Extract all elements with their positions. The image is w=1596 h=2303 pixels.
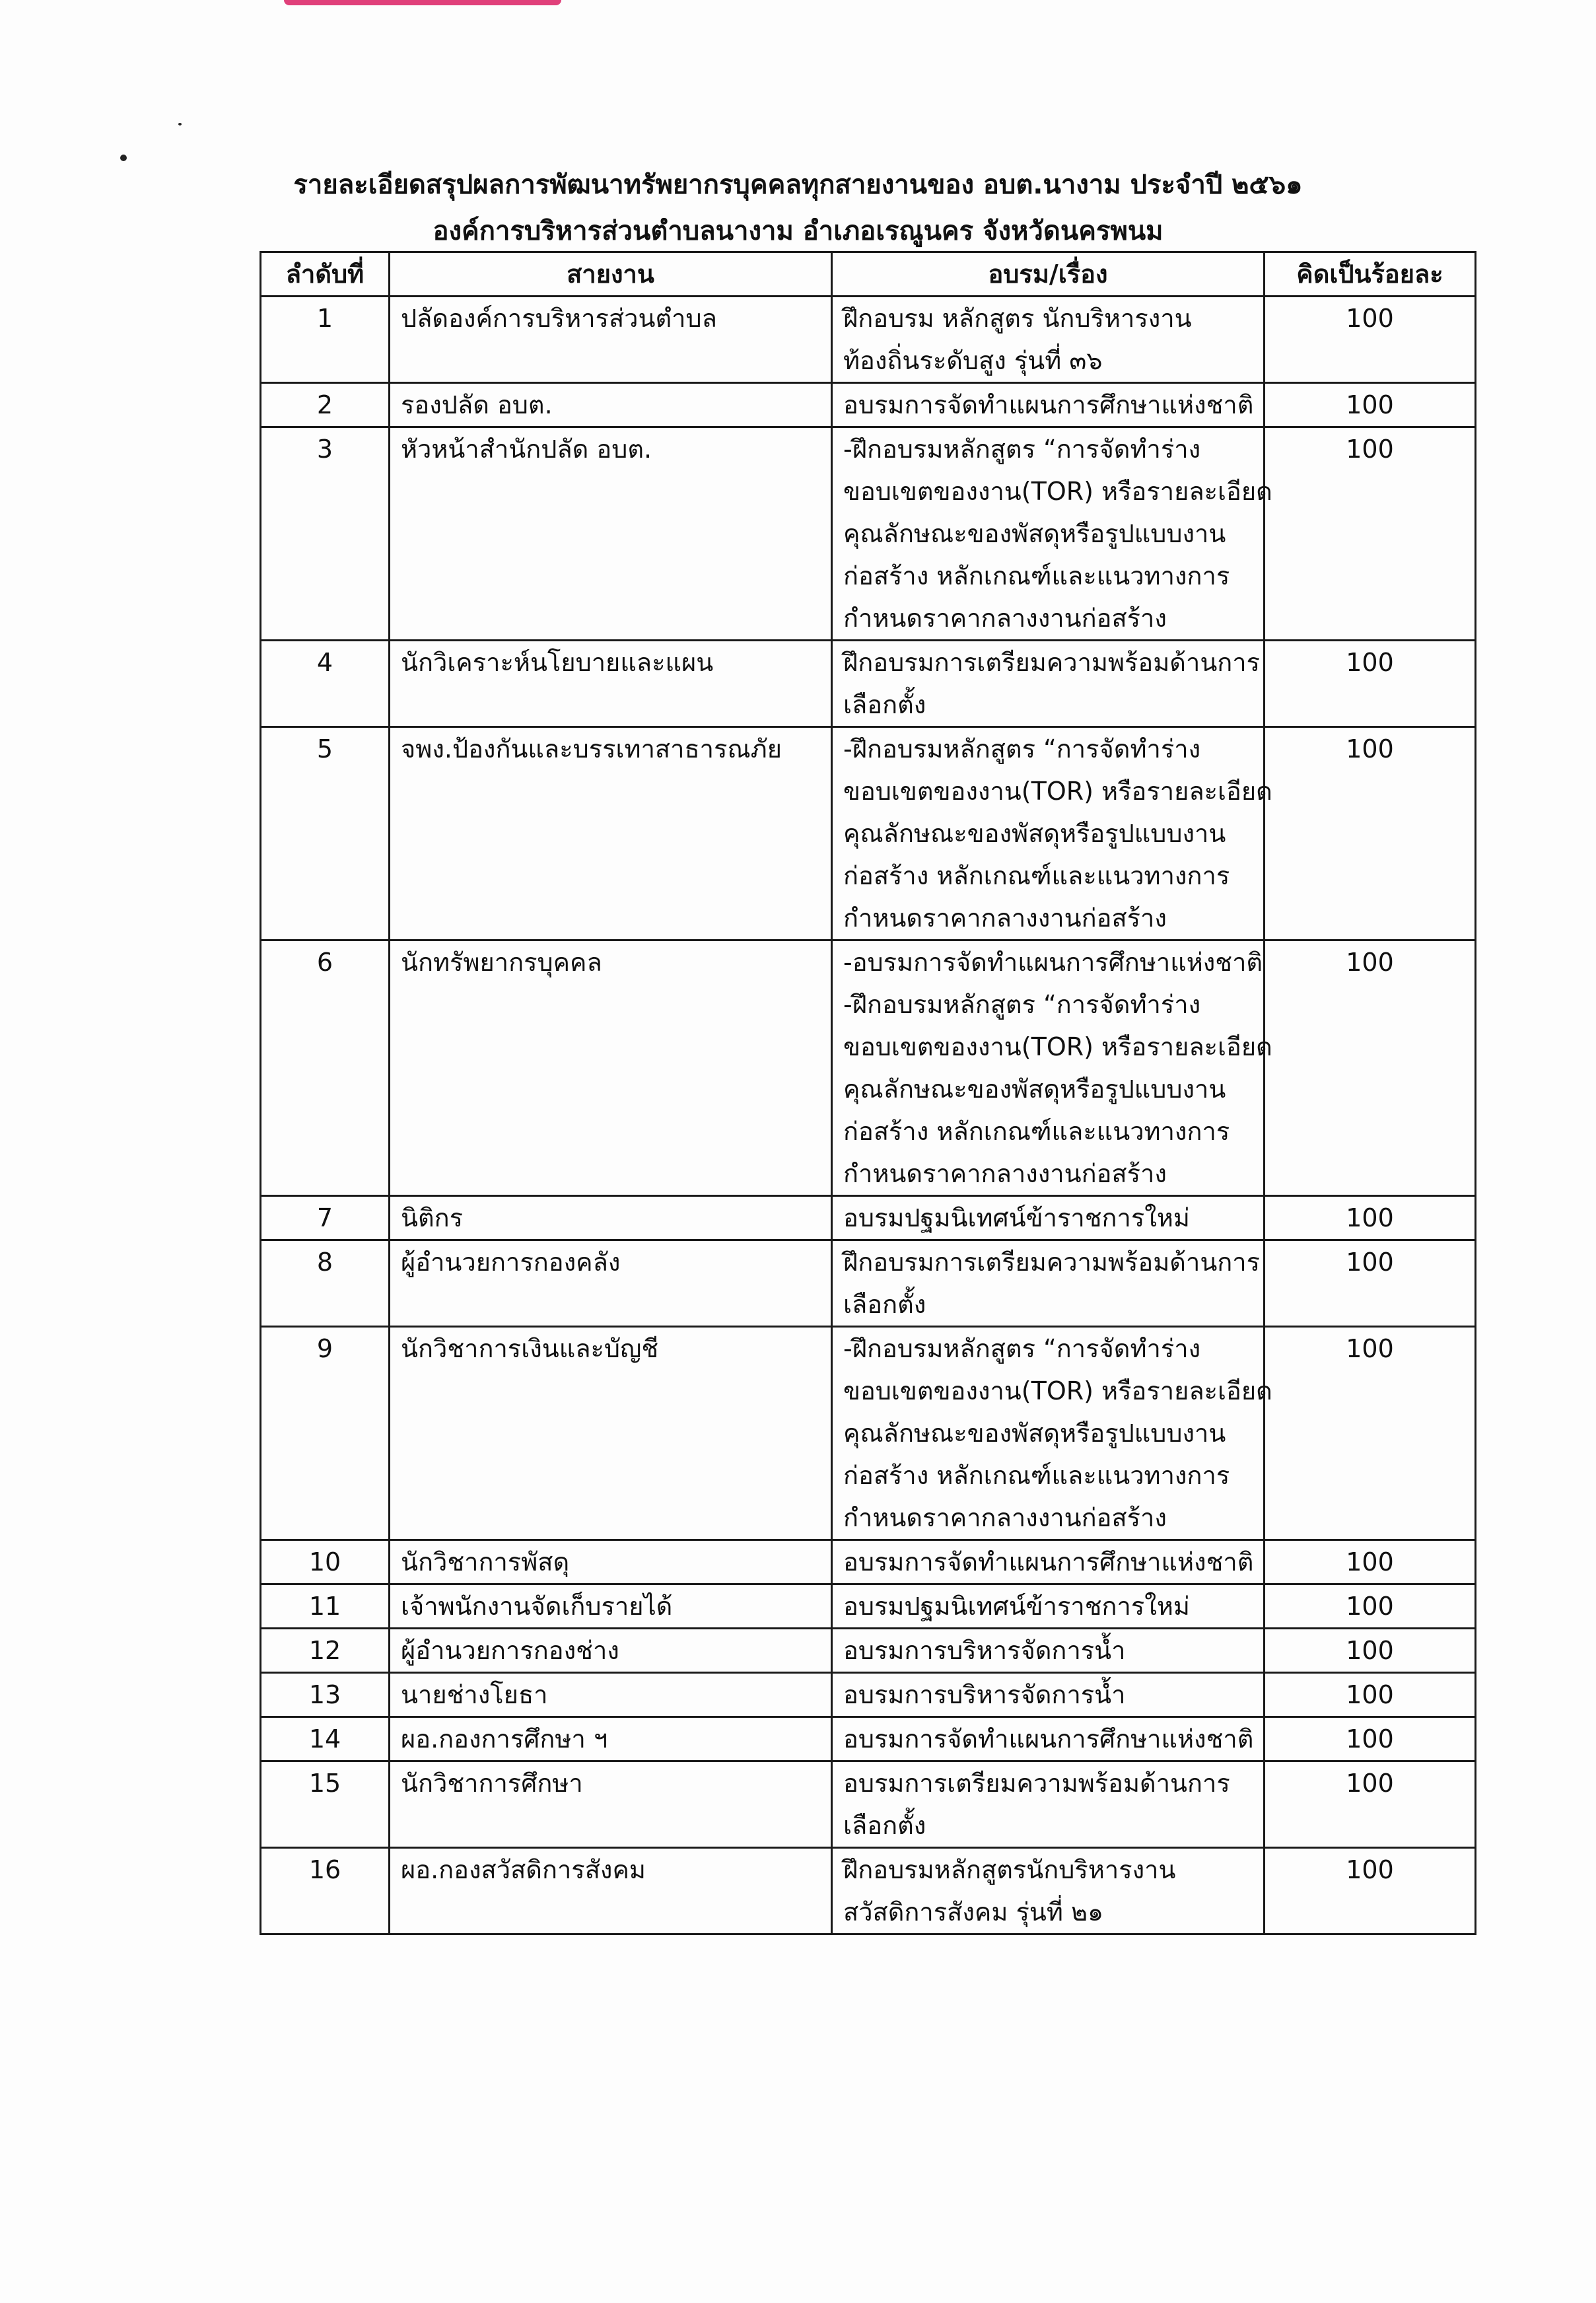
row-percent: 100 — [1265, 427, 1476, 641]
row-number: 9 — [261, 1327, 390, 1540]
topic-line: ก่อสร้าง หลักเกณฑ์และแนวทางการ — [843, 1117, 1230, 1146]
scan-speck — [178, 123, 182, 125]
row-percent: 100 — [1265, 1327, 1476, 1540]
topic-line: ก่อสร้าง หลักเกณฑ์และแนวทางการ — [843, 1461, 1230, 1490]
topic-line: เลือกตั้ง — [843, 1811, 926, 1840]
topic-line: สวัสดิการสังคม รุ่นที่ ๒๑ — [843, 1897, 1104, 1927]
topic-line: -ฝึกอบรมหลักสูตร “การจัดทำร่าง — [843, 1334, 1201, 1363]
topic-line: -ฝึกอบรมหลักสูตร “การจัดทำร่าง — [843, 990, 1201, 1019]
topic-line: ท้องถิ่นระดับสูง รุ่นที่ ๓๖ — [843, 346, 1103, 375]
header-topic: อบรม/เรื่อง — [832, 252, 1265, 297]
topic-line: ฝึกอบรมหลักสูตรนักบริหารงาน — [843, 1855, 1176, 1884]
row-topic — [832, 1848, 1265, 1934]
row-percent: 100 — [1265, 641, 1476, 727]
row-unit: นักทรัพยากรบุคคล — [390, 940, 832, 1196]
scan-speck — [120, 155, 127, 161]
row-unit: รองปลัด อบต. — [390, 383, 832, 427]
row-topic — [832, 383, 1265, 427]
row-topic — [832, 1540, 1265, 1584]
row-unit: ผอ.กองการศึกษา ฯ — [390, 1717, 832, 1761]
table-row — [261, 641, 1476, 727]
topic-line: เลือกตั้ง — [843, 690, 926, 719]
topic-line: ฝึกอบรม หลักสูตร นักบริหารงาน — [843, 304, 1192, 333]
row-unit: นักวิชาการศึกษา — [390, 1761, 832, 1848]
row-unit: เจ้าพนักงานจัดเก็บรายได้ — [390, 1584, 832, 1629]
pink-stamp-edge — [284, 0, 561, 5]
row-topic — [832, 727, 1272, 940]
header-percent: คิดเป็นร้อยละ — [1265, 252, 1476, 297]
row-unit: จพง.ป้องกันและบรรเทาสาธารณภัย — [390, 727, 832, 940]
topic-line: กำหนดราคากลางงานก่อสร้าง — [843, 604, 1167, 633]
row-number: 16 — [261, 1848, 390, 1934]
row-number: 11 — [261, 1584, 390, 1629]
table-row — [261, 1629, 1476, 1673]
topic-line: คุณลักษณะของพัสดุหรือรูปแบบงาน — [843, 1419, 1226, 1448]
row-unit: นักวิชาการเงินและบัญชี — [390, 1327, 832, 1540]
row-unit: หัวหน้าสำนักปลัด อบต. — [390, 427, 832, 641]
row-topic — [832, 1629, 1265, 1673]
topic-line: อบรมการจัดทำแผนการศึกษาแห่งชาติ — [843, 1547, 1254, 1577]
row-unit: นิติกร — [390, 1196, 832, 1240]
row-topic — [832, 1240, 1265, 1327]
topic-line: อบรมการจัดทำแผนการศึกษาแห่งชาติ — [843, 390, 1254, 419]
topic-line: ก่อสร้าง หลักเกณฑ์และแนวทางการ — [843, 861, 1230, 890]
row-number: 15 — [261, 1761, 390, 1848]
row-percent: 100 — [1265, 1196, 1476, 1240]
topic-line: -ฝึกอบรมหลักสูตร “การจัดทำร่าง — [843, 734, 1201, 763]
topic-line: อบรมการบริหารจัดการน้ำ — [843, 1636, 1126, 1665]
topic-line: ก่อสร้าง หลักเกณฑ์และแนวทางการ — [843, 561, 1230, 590]
topic-line: กำหนดราคากลางงานก่อสร้าง — [843, 903, 1167, 933]
topic-line: ฝึกอบรมการเตรียมความพร้อมด้านการ — [843, 648, 1261, 677]
row-percent: 100 — [1265, 1761, 1476, 1848]
table-row — [261, 1761, 1476, 1848]
table-row — [261, 1673, 1476, 1717]
row-number: 8 — [261, 1240, 390, 1327]
row-unit: ปลัดองค์การบริหารส่วนตำบล — [390, 297, 832, 383]
table-header-row — [261, 252, 1476, 297]
training-summary-table — [260, 251, 1476, 1935]
row-topic — [832, 427, 1272, 641]
topic-line: -อบรมการจัดทำแผนการศึกษาแห่งชาติ — [843, 948, 1263, 977]
row-topic — [832, 1327, 1272, 1540]
row-number: 7 — [261, 1196, 390, 1240]
topic-line: ขอบเขตของงาน(TOR) หรือรายละเอียด — [843, 1032, 1272, 1061]
row-unit: ผู้อำนวยการกองคลัง — [390, 1240, 832, 1327]
row-topic — [832, 1673, 1265, 1717]
topic-line: อบรมปฐมนิเทศน์ข้าราชการใหม่ — [843, 1592, 1190, 1621]
topic-line: ขอบเขตของงาน(TOR) หรือรายละเอียด — [843, 777, 1272, 806]
row-unit: ผอ.กองสวัสดิการสังคม — [390, 1848, 832, 1934]
row-percent: 100 — [1265, 1240, 1476, 1327]
row-topic — [832, 1196, 1265, 1240]
row-topic — [832, 1584, 1265, 1629]
topic-line: กำหนดราคากลางงานก่อสร้าง — [843, 1159, 1167, 1188]
topic-line: อบรมการเตรียมความพร้อมด้านการ — [843, 1769, 1230, 1798]
row-unit: นายช่างโยธา — [390, 1673, 832, 1717]
document-subtitle: องค์การบริหารส่วนตำบลนางาม อำเภอเรณูนคร จังหวัดนครพนม — [433, 216, 1163, 246]
header-order: ลำดับที่ — [261, 252, 390, 297]
table-row — [261, 427, 1476, 641]
document-title: รายละเอียดสรุปผลการพัฒนาทรัพยากรบุคคลทุกสายงานของ อบต.นางาม ประจำปี ๒๕๖๑ — [293, 170, 1303, 200]
table-body — [261, 297, 1476, 1934]
header-unit: สายงาน — [390, 252, 832, 297]
table-row — [261, 1196, 1476, 1240]
row-topic — [832, 940, 1272, 1196]
table-row — [261, 1240, 1476, 1327]
row-number: 4 — [261, 641, 390, 727]
row-number: 13 — [261, 1673, 390, 1717]
topic-line: อบรมการจัดทำแผนการศึกษาแห่งชาติ — [843, 1724, 1254, 1754]
row-number: 10 — [261, 1540, 390, 1584]
row-percent: 100 — [1265, 1717, 1476, 1761]
table-row — [261, 727, 1476, 940]
row-percent: 100 — [1265, 1629, 1476, 1673]
row-percent: 100 — [1265, 297, 1476, 383]
row-percent: 100 — [1265, 940, 1476, 1196]
row-percent: 100 — [1265, 727, 1476, 940]
topic-line: อบรมการบริหารจัดการน้ำ — [843, 1680, 1126, 1709]
table-row — [261, 1327, 1476, 1540]
row-unit: ผู้อำนวยการกองช่าง — [390, 1629, 832, 1673]
row-number: 12 — [261, 1629, 390, 1673]
topic-line: คุณลักษณะของพัสดุหรือรูปแบบงาน — [843, 519, 1226, 548]
table-row — [261, 1584, 1476, 1629]
row-unit: นักวิชาการพัสดุ — [390, 1540, 832, 1584]
topic-line: คุณลักษณะของพัสดุหรือรูปแบบงาน — [843, 1075, 1226, 1104]
row-number: 2 — [261, 383, 390, 427]
row-number: 1 — [261, 297, 390, 383]
row-topic — [832, 641, 1265, 727]
row-number: 6 — [261, 940, 390, 1196]
topic-line: ขอบเขตของงาน(TOR) หรือรายละเอียด — [843, 1376, 1272, 1405]
row-number: 5 — [261, 727, 390, 940]
row-topic — [832, 1717, 1265, 1761]
row-number: 3 — [261, 427, 390, 641]
row-percent: 100 — [1265, 1540, 1476, 1584]
table-row — [261, 1717, 1476, 1761]
row-unit: นักวิเคราะห์นโยบายและแผน — [390, 641, 832, 727]
row-percent: 100 — [1265, 1584, 1476, 1629]
row-percent: 100 — [1265, 383, 1476, 427]
topic-line: ฝึกอบรมการเตรียมความพร้อมด้านการ — [843, 1248, 1261, 1277]
table-row — [261, 1540, 1476, 1584]
topic-line: คุณลักษณะของพัสดุหรือรูปแบบงาน — [843, 819, 1226, 848]
topic-line: ขอบเขตของงาน(TOR) หรือรายละเอียด — [843, 477, 1272, 506]
table-row — [261, 383, 1476, 427]
table-row — [261, 1848, 1476, 1934]
topic-line: -ฝึกอบรมหลักสูตร “การจัดทำร่าง — [843, 435, 1201, 464]
table-row — [261, 940, 1476, 1196]
row-percent: 100 — [1265, 1848, 1476, 1934]
table-row — [261, 297, 1476, 383]
row-number: 14 — [261, 1717, 390, 1761]
topic-line: เลือกตั้ง — [843, 1290, 926, 1319]
topic-line: อบรมปฐมนิเทศน์ข้าราชการใหม่ — [843, 1203, 1190, 1232]
topic-line: กำหนดราคากลางงานก่อสร้าง — [843, 1503, 1167, 1532]
row-topic — [832, 1761, 1265, 1848]
row-topic — [832, 297, 1265, 383]
row-percent: 100 — [1265, 1673, 1476, 1717]
